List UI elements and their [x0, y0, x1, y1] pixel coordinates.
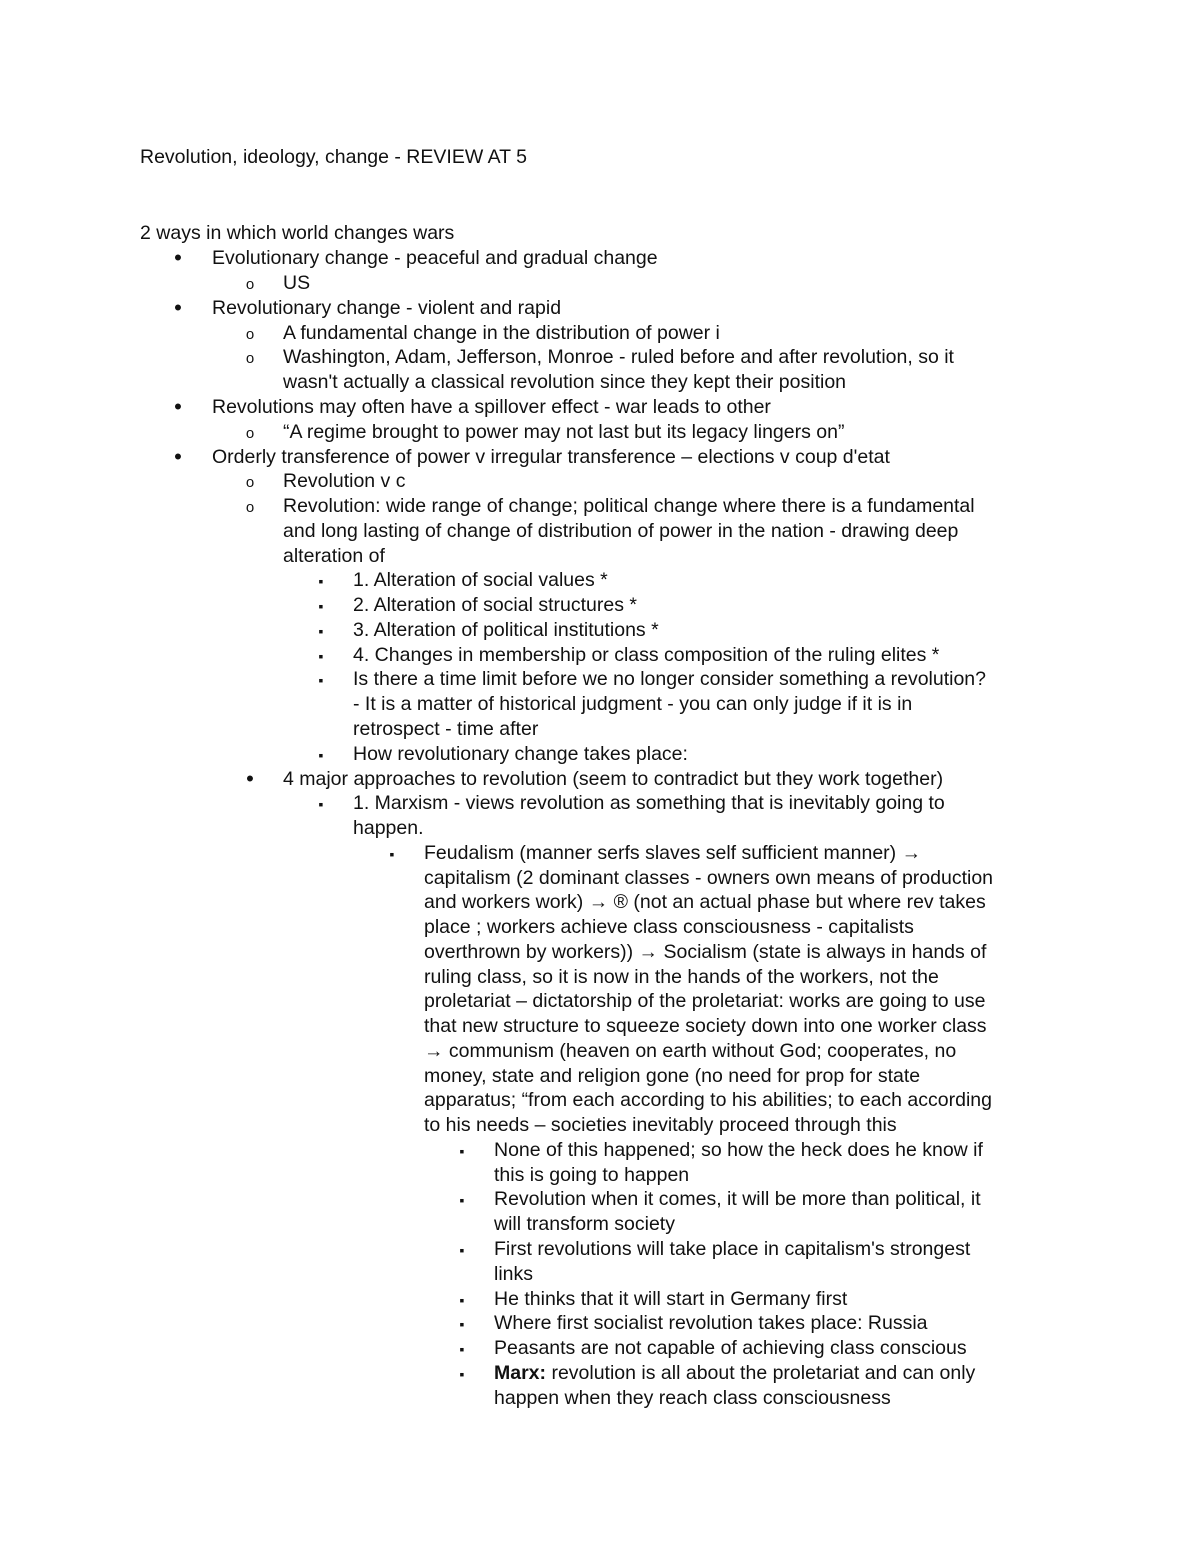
list-item: Revolutions may often have a spillover effect - war leads to other: [212, 396, 771, 418]
list-item: 4. Changes in membership or class composition of the ruling elites *: [353, 644, 940, 666]
list-item: Orderly transference of power v irregular transference – elections v coup d'etat: [212, 446, 890, 468]
list-item-continuation: proletariat – dictatorship of the proletariat: works are going to use: [424, 990, 986, 1012]
square-bullet-icon: [311, 618, 331, 644]
list-item: None of this happened; so how the heck does he know if: [494, 1139, 983, 1161]
list-item: 1. Marxism - views revolution as something that is inevitably going to: [353, 792, 945, 814]
list-item-continuation: and workers work) → ® (not an actual phase but where rev takes: [424, 891, 986, 913]
list-item-continuation: and long lasting of change of distribution of power in the nation - drawing deep: [283, 520, 959, 542]
list-item: 4 major approaches to revolution (seem to contradict but they work together): [283, 768, 944, 790]
square-bullet-icon: [311, 568, 331, 594]
list-item: “A regime brought to power may not last but its legacy lingers on”: [283, 421, 845, 443]
circle-bullet-icon: [240, 494, 260, 521]
disc-bullet-icon: [168, 395, 188, 421]
list-item: [494, 1361, 975, 1386]
list-item: US: [283, 272, 311, 294]
list-item-continuation: place ; workers achieve class consciousness - capitalists: [424, 916, 914, 938]
square-bullet-icon: [311, 667, 331, 693]
list-item: Revolution v c: [283, 470, 406, 492]
list-item-continuation: ruling class, so it is now in the hands of the workers, not the: [424, 966, 939, 988]
square-bullet-icon: [452, 1138, 472, 1164]
list-item: 3. Alteration of political institutions *: [353, 619, 659, 641]
square-bullet-icon: [452, 1237, 472, 1263]
square-bullet-icon: [452, 1336, 472, 1362]
list-item-continuation: happen when they reach class consciousness: [494, 1387, 891, 1409]
list-item: Feudalism (manner serfs slaves self sufficient manner) →: [424, 842, 922, 864]
circle-bullet-icon: [240, 420, 260, 447]
list-item-continuation: money, state and religion gone (no need for prop for state: [424, 1065, 921, 1087]
list-item: Revolutionary change - violent and rapid: [212, 297, 562, 319]
list-item: 2. Alteration of social structures *: [353, 594, 637, 616]
disc-bullet-icon: [240, 767, 260, 793]
list-item: 1. Alteration of social values *: [353, 569, 608, 591]
list-item: Is there a time limit before we no longer consider something a revolution?: [353, 668, 986, 690]
square-bullet-icon: [452, 1361, 472, 1387]
list-item-continuation: to his needs – societies inevitably proceed through this: [424, 1114, 897, 1136]
list-item-continuation: that new structure to squeeze society down into one worker class: [424, 1015, 987, 1037]
square-bullet-icon: [311, 742, 331, 768]
list-item: Washington, Adam, Jefferson, Monroe - ruled before and after revolution, so it: [283, 346, 954, 368]
disc-bullet-icon: [168, 296, 188, 322]
list-item-text: revolution is all about the proletariat and can only: [546, 1362, 976, 1384]
list-item-continuation: overthrown by workers)) → Socialism (state is always in hands of: [424, 941, 987, 963]
page-title: Revolution, ideology, change - REVIEW AT 5: [140, 146, 527, 168]
list-item-continuation: retrospect - time after: [353, 718, 539, 740]
list-item-continuation: apparatus; “from each according to his abilities; to each according: [424, 1089, 992, 1111]
circle-bullet-icon: [240, 469, 260, 496]
list-item-continuation: this is going to happen: [494, 1164, 690, 1186]
list-item: Revolution when it comes, it will be more than political, it: [494, 1188, 981, 1210]
bold-term: Marx:: [494, 1362, 547, 1384]
list-item: First revolutions will take place in capitalism's strongest: [494, 1238, 971, 1260]
list-item: Where first socialist revolution takes place: Russia: [494, 1312, 928, 1334]
list-item: Revolution: wide range of change; political change where there is a fundamental: [283, 495, 975, 517]
circle-bullet-icon: [240, 271, 260, 298]
list-item-continuation: alteration of: [283, 545, 385, 567]
square-bullet-icon: [311, 791, 331, 817]
square-bullet-icon: [452, 1187, 472, 1213]
list-item: Evolutionary change - peaceful and gradual change: [212, 247, 658, 269]
circle-bullet-icon: [240, 345, 260, 372]
list-item-continuation: capitalism (2 dominant classes - owners own means of production: [424, 867, 994, 889]
list-item: Peasants are not capable of achieving class conscious: [494, 1337, 967, 1359]
list-item: A fundamental change in the distribution of power i: [283, 322, 720, 344]
list-item-continuation: → communism (heaven on earth without God; cooperates, no: [424, 1040, 957, 1062]
list-item: He thinks that it will start in Germany first: [494, 1288, 848, 1310]
square-bullet-icon: [452, 1287, 472, 1313]
list-item-continuation: wasn't actually a classical revolution since they kept their position: [283, 371, 847, 393]
square-bullet-icon: [311, 643, 331, 669]
list-item-continuation: links: [494, 1263, 534, 1285]
intro-line: 2 ways in which world changes wars: [140, 222, 455, 244]
list-item-continuation: - It is a matter of historical judgment - you can only judge if it is in: [353, 693, 913, 715]
square-bullet-icon: [452, 1311, 472, 1337]
disc-bullet-icon: [168, 445, 188, 471]
circle-bullet-icon: [240, 321, 260, 348]
list-item: How revolutionary change takes place:: [353, 743, 688, 765]
list-item-continuation: will transform society: [494, 1213, 675, 1235]
disc-bullet-icon: [168, 246, 188, 272]
list-item-continuation: happen.: [353, 817, 424, 839]
square-bullet-icon: [311, 593, 331, 619]
square-bullet-icon: [382, 841, 402, 867]
